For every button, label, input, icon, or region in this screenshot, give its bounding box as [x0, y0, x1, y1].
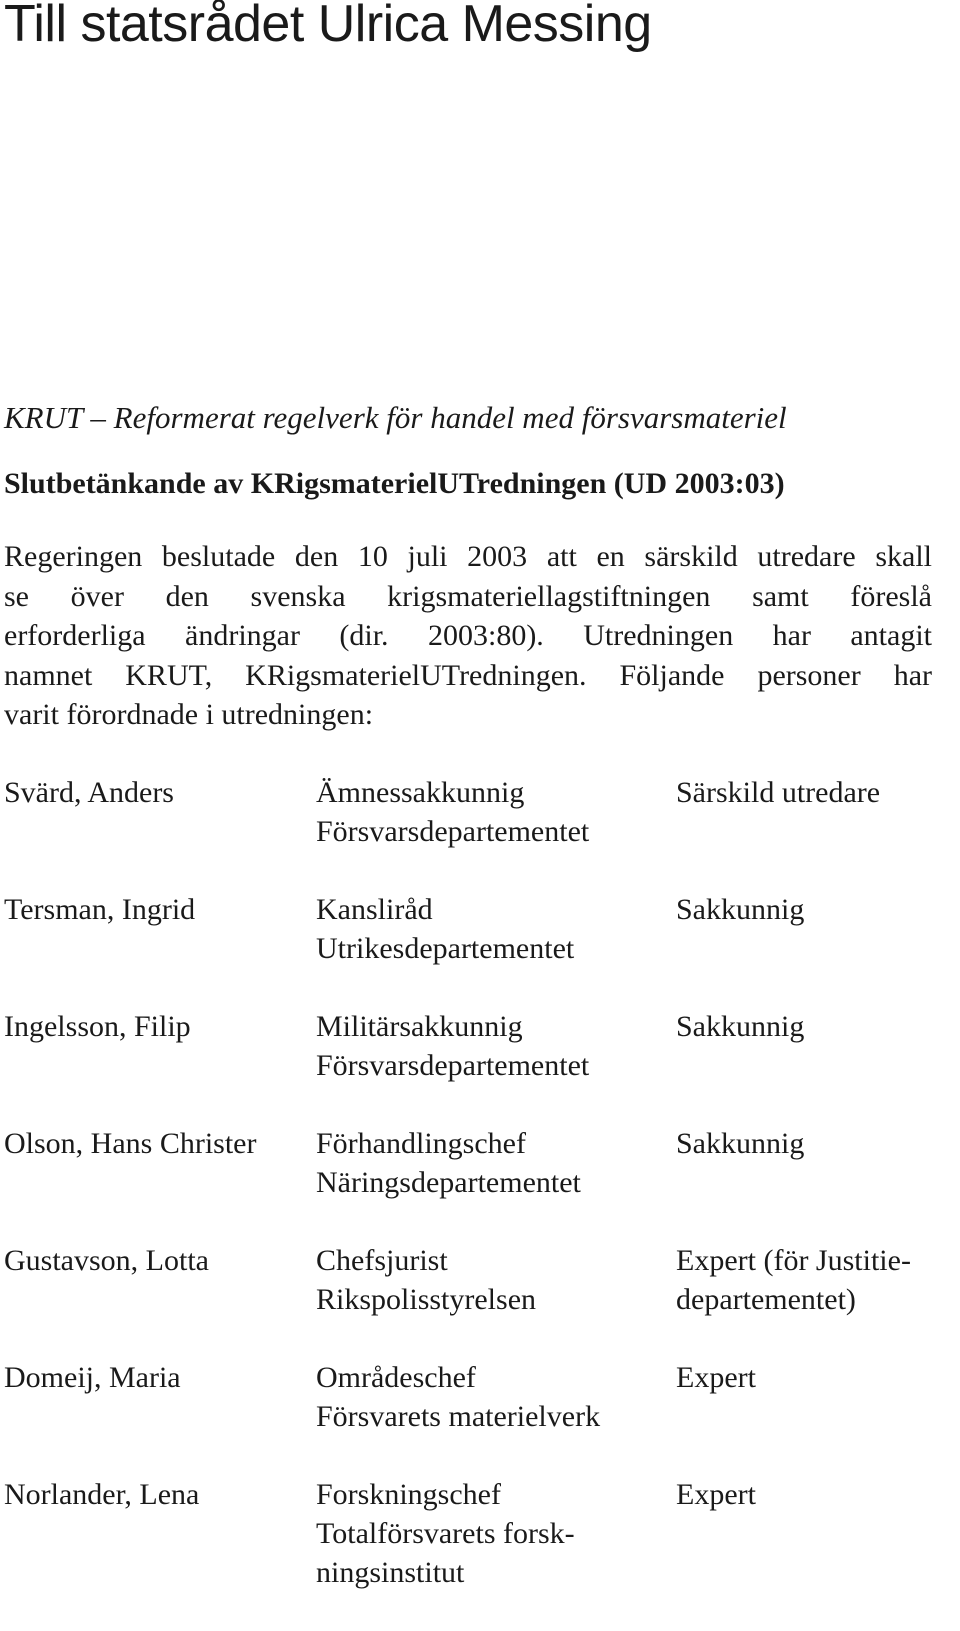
member-position: Militärsakkunnig: [316, 1010, 523, 1043]
member-organization: Utrikesdepartementet: [316, 932, 575, 965]
member-row: [4, 1358, 944, 1475]
member-role: [676, 890, 804, 929]
member-row: [4, 1007, 944, 1124]
member-name: Ingelsson, Filip: [4, 1010, 191, 1043]
page-heading: Till statsrådet Ulrica Messing: [4, 0, 652, 53]
intro-line: erforderliga ändringar (dir. 2003:80). Utredningen har antagit: [4, 619, 932, 652]
member-role: [676, 1241, 911, 1319]
member-role-line: Expert: [676, 1478, 756, 1511]
member-name: Domeij, Maria: [4, 1361, 181, 1394]
member-organization: Försvarets materielverk: [316, 1400, 601, 1433]
member-role: [676, 1475, 756, 1514]
member-row: [4, 1475, 944, 1631]
member-role: [676, 1358, 756, 1397]
member-name: Olson, Hans Christer: [4, 1127, 257, 1160]
member-organization: Försvarsdepartementet: [316, 815, 590, 848]
intro-line: se över den svenska krigsmateriellagstiftningen samt föreslå: [4, 579, 932, 613]
member-row: [4, 1124, 944, 1241]
member-organization: Näringsdepartementet: [316, 1166, 581, 1199]
member-title: [316, 1358, 600, 1436]
member-name: Svärd, Anders: [4, 776, 174, 809]
member-organization: Rikspolisstyrelsen: [316, 1283, 537, 1316]
member-row: [4, 773, 944, 890]
report-title: Slutbetänkande av KRigsmaterielUTredningen (UD 2003:03): [4, 467, 785, 500]
member-title: [316, 1124, 581, 1202]
member-title: [316, 773, 589, 851]
member-title: [316, 1475, 575, 1592]
member-position: Förhandlingschef: [316, 1127, 526, 1160]
member-role: [676, 1124, 804, 1163]
member-title: [316, 890, 574, 968]
member-position: Kansliråd: [316, 893, 433, 926]
member-row: [4, 890, 944, 1007]
member-role-line: Särskild utredare: [676, 776, 881, 809]
intro-line: namnet KRUT, KRigsmaterielUTredningen. Följande personer har: [4, 658, 932, 692]
member-position: Ämnessakkunnig: [316, 776, 525, 809]
member-name: Tersman, Ingrid: [4, 893, 196, 926]
member-position: Områdeschef: [316, 1361, 476, 1394]
member-role-line: Sakkunnig: [676, 1127, 805, 1160]
member-title: [316, 1241, 536, 1319]
member-title: [316, 1007, 589, 1085]
member-position: Chefsjurist: [316, 1244, 448, 1277]
report-subtitle: KRUT – Reformerat regelverk för handel med försvarsmateriel: [4, 400, 787, 435]
member-organization: Totalförsvarets forsk-: [316, 1517, 575, 1550]
member-role-line: Sakkunnig: [676, 1010, 805, 1043]
member-role-line: Sakkunnig: [676, 893, 805, 926]
member-role: [676, 773, 880, 812]
member-organization: Försvarsdepartementet: [316, 1049, 590, 1082]
member-role-line: Expert (för Justitie-: [676, 1244, 911, 1277]
intro-line: varit förordnade i utredningen:: [4, 698, 374, 731]
member-list: [4, 773, 944, 1631]
member-row: [4, 1241, 944, 1358]
member-role-line: Expert: [676, 1361, 756, 1394]
intro-paragraph: [4, 537, 932, 735]
member-position: Forskningschef: [316, 1478, 501, 1511]
member-name: Gustavson, Lotta: [4, 1244, 209, 1277]
member-role-line: departementet): [676, 1283, 856, 1316]
member-organization: ningsinstitut: [316, 1556, 465, 1589]
member-name: Norlander, Lena: [4, 1478, 200, 1511]
intro-line: Regeringen beslutade den 10 juli 2003 att en särskild utredare skall: [4, 540, 932, 573]
member-role: [676, 1007, 804, 1046]
